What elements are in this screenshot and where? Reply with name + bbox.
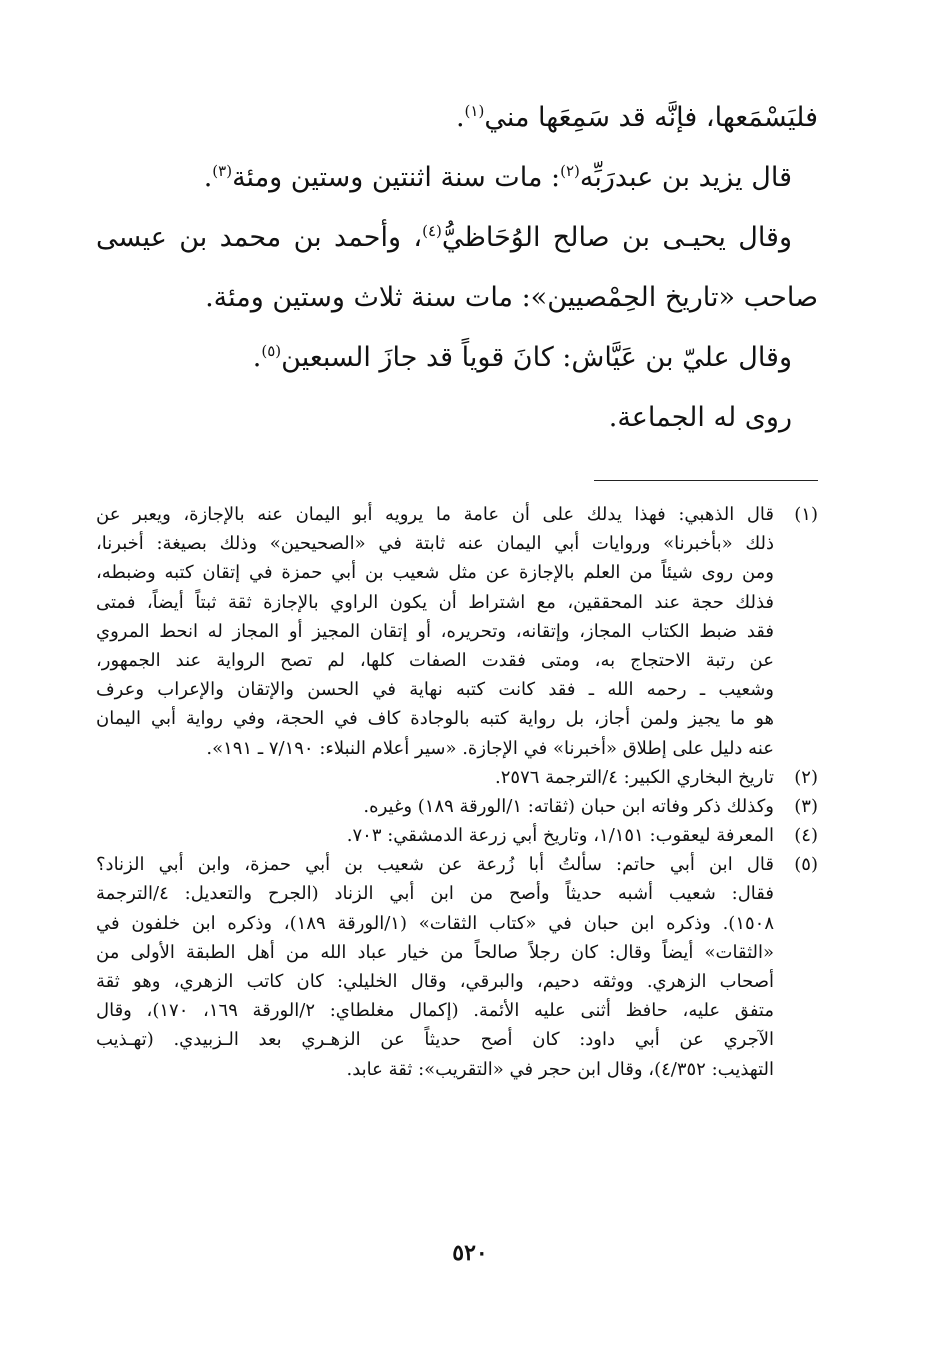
footnote-line: ومن روى شيئاً من العلم بالإجازة عن مثل شعيب بن أبي حمزة في إتقان كتبه وضبطه، [96, 562, 774, 584]
footnote-number: (٢) [794, 766, 818, 788]
footnote-2 [96, 763, 818, 792]
footnote-line: عن رتبة الاحتجاج به، ومتى فقدت الصفات كلها، لم تصح الرواية عند الجمهور، [96, 649, 774, 671]
main-line: قال يزيد بن عبدرَبِّه$^{(٢)}$: مات سنة اثنتين وستين ومئة$^{(٣)}$. [203, 162, 792, 193]
footnote-1 [96, 500, 818, 763]
main-line: روى له الجماعة. [608, 402, 792, 433]
footnote-number: (١) [794, 504, 818, 525]
footnote-line: عنه دليل على إطلاق «أخبرنا» في الإجازة. «سير أعلام النبلاء: ٧/١٩٠ ـ ١٩١». [206, 737, 774, 759]
main-line: صاحب «تاريخ الحِمْصيين»: مات سنة ثلاث وستين ومئة. [205, 282, 818, 313]
page-number: ٥٢٠ [452, 1240, 488, 1266]
footnote-ref[interactable]: (١) [464, 102, 485, 120]
footnote-line: المعرفة ليعقوب: ١/١٥١، وتاريخ أبي زرعة الدمشقي: ٧٠٣. [346, 825, 774, 847]
footnote-3 [96, 792, 818, 821]
footnote-line: التهذيب: ٤/٣٥٢)، وقال ابن حجر في «التقريب»: ثقة عابد. [346, 1058, 774, 1080]
footnote-line: وكذلك ذكر وفاته ابن حبان (ثقاته: ١/الورقة ١٨٩) وغيره. [363, 795, 774, 817]
footnote-line: فذلك حجة عند المحققين، مع اشتراط أن يكون الراوي بالإجازة ثقة ثبتاً أيضاً، فمتى [96, 591, 774, 613]
footnote-line: متفق عليه، حافظ أثنى عليه الأئمة. (إكمال مغلطاي: ٢/الورقة ١٦٩، ١٧٠)، وقال [96, 1000, 774, 1022]
footnote-number: (٥) [794, 854, 818, 876]
footnote-ref[interactable]: (٥) [261, 342, 282, 360]
footnote-ref[interactable]: (٣) [212, 162, 233, 180]
footnote-line: هو ما يجيز ولمن أجاز، بل رواية كتبه بالوجادة كاف في الحجة، وفي رواية أبي اليمان [96, 708, 774, 730]
footnote-4 [96, 821, 818, 850]
footnote-ref[interactable]: (٢) [560, 162, 580, 180]
footnote-number: (٣) [794, 795, 818, 817]
footnote-5 [96, 850, 818, 1084]
footnote-line: وشعيب ـ رحمه الله ـ فقد كانت كتبه نهاية في الحسن والإتقان والإعراب وعرف [96, 679, 774, 701]
footnote-line: قال ابن أبي حاتم: سألتُ أبا زُرعة عن شعيب بن أبي حمزة، وابن أبي الزناد؟ [96, 854, 774, 876]
main-text [96, 88, 818, 448]
footnotes [96, 500, 818, 1084]
main-line: وقال يحيـى بن صالح الوُحَاظيُّ$^{(٤)}$، وأحمد بن محمد بن عيسى [96, 222, 792, 253]
footnote-line: ذلك «بأخبرنا» وروايات أبي اليمان عنه ثابتة في «الصحيحين» وذلك بصيغة: أخبرنا، [96, 533, 774, 555]
footnote-line: الآجري عن أبي داود: كان أصح حديثاً عن الزهـري بعد الـزبيدي. (تهـذيب [96, 1029, 774, 1051]
main-line: وقال عليّ بن عَيَّاش: كانَ قوياً قد جازَ السبعين$^{(٥)}$. [252, 342, 792, 373]
footnote-line: ١٥٠٨). وذكره ابن حبان في «كتاب الثقات» (١/الورقة ١٨٩)، وذكره ابن خلفون في [96, 912, 774, 934]
footnote-ref[interactable]: (٤) [422, 222, 442, 240]
footnote-number: (٤) [794, 825, 818, 847]
footnote-separator [594, 480, 818, 481]
footnote-line: «الثقات» أيضاً وقال: كان رجلاً صالحاً من خيار عباد الله من أهل الطبقة الأولى من [96, 941, 774, 963]
main-line: فليَسْمَعها، فإنَّه قد سَمِعَها مني$^{(١)}$. [455, 102, 818, 133]
footnote-line: قال الذهبي: فهذا يدلك على أن عامة ما يرويه أبو اليمان عنه بالإجازة، ويعبر عن [96, 504, 774, 525]
footnote-line: فقد ضبط الكتاب المجاز، وإتقانه، وتحريره، أو إتقان المجيز أو المجاز له انحط المروي [96, 620, 774, 642]
footnote-line: أصحاب الزهري. ووثقه دحيم، والبرقي، وقال الخليلي: كان كاتب الزهري، وهو ثقة [96, 971, 774, 992]
footnote-line: فقال: شعيب أشبه حديثاً وأصح من ابن أبي الزناد (الجرح والتعديل: ٤/الترجمة [96, 883, 774, 905]
footnote-line: تاريخ البخاري الكبير: ٤/الترجمة ٢٥٧٦. [495, 766, 774, 788]
